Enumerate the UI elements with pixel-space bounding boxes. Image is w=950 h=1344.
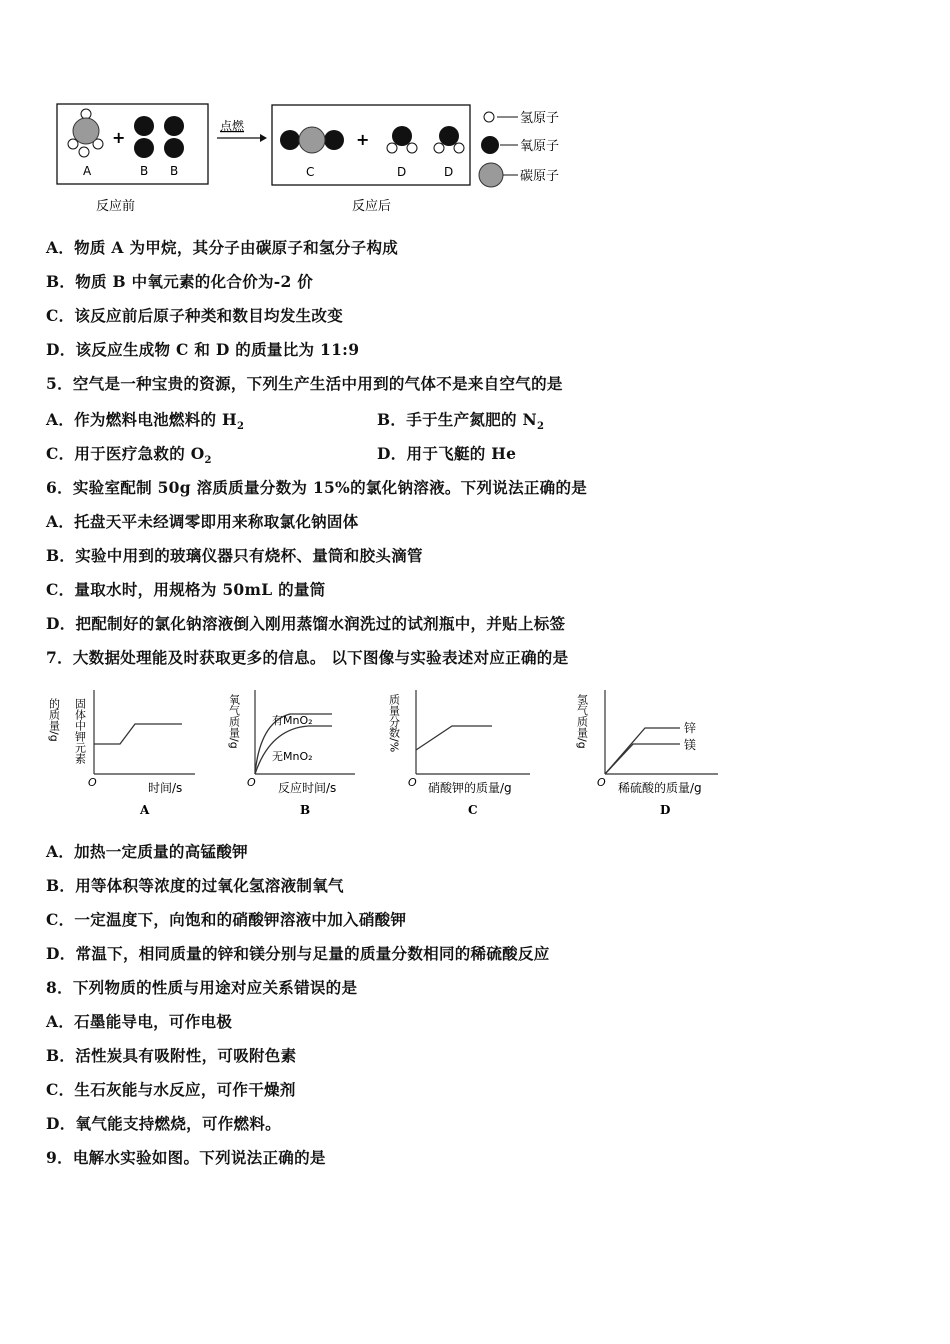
- svg-text:氧原子: 氧原子: [520, 139, 560, 154]
- q8-option-b: B．活性炭具有吸附性，可吸附色素: [46, 1046, 297, 1065]
- graph-d-curve-magnesium: [605, 744, 680, 774]
- reaction-condition: 点燃: [220, 119, 245, 133]
- legend: [479, 111, 559, 187]
- label-d1: D: [397, 165, 407, 179]
- q8-option-a: A．石墨能导电，可作电极: [46, 1012, 233, 1031]
- molecule-b: [134, 116, 154, 158]
- before-box: [57, 104, 208, 184]
- arrow-head: [260, 134, 267, 142]
- q4-option-a: A．物质 A 为甲烷，其分子由碳原子和氢分子构成: [46, 238, 399, 257]
- svg-text:锌: 锌: [684, 721, 697, 735]
- graph-d-curve-zinc: [605, 728, 680, 774]
- q6-stem: 6．实验室配制 50g 溶质质量分数为 15%的氯化钠溶液。下列说法正确的是: [46, 478, 588, 497]
- svg-text:质量分数/%: 质量分数/%: [387, 694, 401, 753]
- svg-text:稀硫酸的质量/g: 稀硫酸的质量/g: [618, 781, 702, 795]
- svg-text:O: O: [408, 776, 417, 789]
- plus-sign: +: [356, 130, 370, 149]
- molecule-d: [434, 126, 464, 153]
- q5-stem: 5．空气是一种宝贵的资源，下列生产生活中用到的气体不是来自空气的是: [46, 374, 563, 393]
- graph-b: [228, 690, 356, 817]
- molecule-c: [280, 127, 344, 153]
- graph-c-curve: [416, 726, 492, 750]
- svg-text:碳原子: 碳原子: [520, 169, 560, 184]
- q7-option-c: C．一定温度下，向饱和的硝酸钾溶液中加入硝酸钾: [46, 910, 407, 929]
- svg-text:B: B: [300, 803, 311, 817]
- q7-option-b: B．用等体积等浓度的过氧化氢溶液制氧气: [46, 876, 344, 895]
- graph-a: [48, 690, 196, 817]
- svg-text:的质量/g: 的质量/g: [47, 698, 61, 742]
- svg-text:O: O: [597, 776, 606, 789]
- q6-option-b: B．实验中用到的玻璃仪器只有烧杯、量筒和胶头滴管: [46, 546, 423, 565]
- label-c: C: [306, 165, 315, 179]
- label-b1: B: [140, 164, 149, 178]
- svg-text:硝酸钾的质量/g: 硝酸钾的质量/g: [428, 781, 512, 795]
- graphs-row: [47, 684, 750, 824]
- graph-a-curve: [94, 724, 182, 744]
- svg-text:时间/s: 时间/s: [148, 781, 183, 795]
- q9-stem: 9．电解水实验如图。下列说法正确的是: [46, 1148, 326, 1167]
- svg-text:C: C: [468, 803, 478, 817]
- q5-option-d: D．用于飞艇的 He: [377, 444, 517, 463]
- q4-option-c: C．该反应前后原子种类和数目均发生改变: [46, 306, 344, 325]
- q6-option-a: A．托盘天平未经调零即用来称取氯化钠固体: [46, 512, 359, 531]
- svg-text:O: O: [88, 776, 97, 789]
- molecule-d: [387, 126, 417, 153]
- molecule-b: [164, 116, 184, 158]
- svg-text:氢原子: 氢原子: [520, 111, 560, 126]
- after-caption: 反应后: [352, 199, 392, 214]
- svg-text:反应时间/s: 反应时间/s: [278, 781, 337, 795]
- q8-option-c: C．生石灰能与水反应，可作干燥剂: [46, 1080, 296, 1099]
- q7-option-a: A．加热一定质量的高锰酸钾: [46, 842, 248, 861]
- graph-d: [576, 690, 719, 817]
- svg-text:D: D: [660, 803, 671, 817]
- svg-text:有MnO₂: 有MnO₂: [272, 714, 313, 727]
- label-d2: D: [444, 165, 454, 179]
- q4-option-d: D．该反应生成物 C 和 D 的质量比为 11:9: [46, 340, 360, 359]
- svg-text:氧气质量/g: 氧气质量/g: [227, 694, 241, 749]
- label-b2: B: [170, 164, 179, 178]
- q8-option-d: D．氧气能支持燃烧，可作燃料。: [46, 1114, 281, 1133]
- graph-c: [388, 690, 531, 817]
- molecule-a: [68, 109, 103, 157]
- svg-text:固体中钾元素: 固体中钾元素: [73, 698, 87, 764]
- svg-text:A: A: [140, 803, 150, 817]
- reaction-diagram: [50, 98, 580, 223]
- q8-stem: 8．下列物质的性质与用途对应关系错误的是: [46, 978, 358, 997]
- q7-option-d: D．常温下，相同质量的锌和镁分别与足量的质量分数相同的稀硫酸反应: [46, 944, 550, 963]
- q6-option-d: D．把配制好的氯化钠溶液倒入刚用蒸馏水润洗过的试剂瓶中，并贴上标签: [46, 614, 566, 633]
- svg-text:氢气质量/g: 氢气质量/g: [575, 694, 589, 749]
- q5-option-c: C．用于医疗急救的 $O_2$: [46, 444, 212, 467]
- label-a: A: [83, 164, 92, 178]
- svg-text:镁: 镁: [684, 738, 697, 752]
- q7-stem: 7．大数据处理能及时获取更多的信息。 以下图像与实验表述对应正确的是: [46, 648, 569, 667]
- q6-option-c: C．量取水时，用规格为 50mL 的量筒: [46, 580, 326, 599]
- svg-text:无MnO₂: 无MnO₂: [272, 750, 313, 763]
- before-caption: 反应前: [96, 199, 136, 214]
- svg-text:O: O: [247, 776, 256, 789]
- plus-sign: +: [112, 128, 126, 147]
- q5-option-a: A．作为燃料电池燃料的 $H_2$: [46, 410, 245, 433]
- q5-option-b: B．手于生产氮肥的 $N_2$: [377, 410, 545, 433]
- q4-option-b: B．物质 B 中氧元素的化合价为-2 价: [46, 272, 314, 291]
